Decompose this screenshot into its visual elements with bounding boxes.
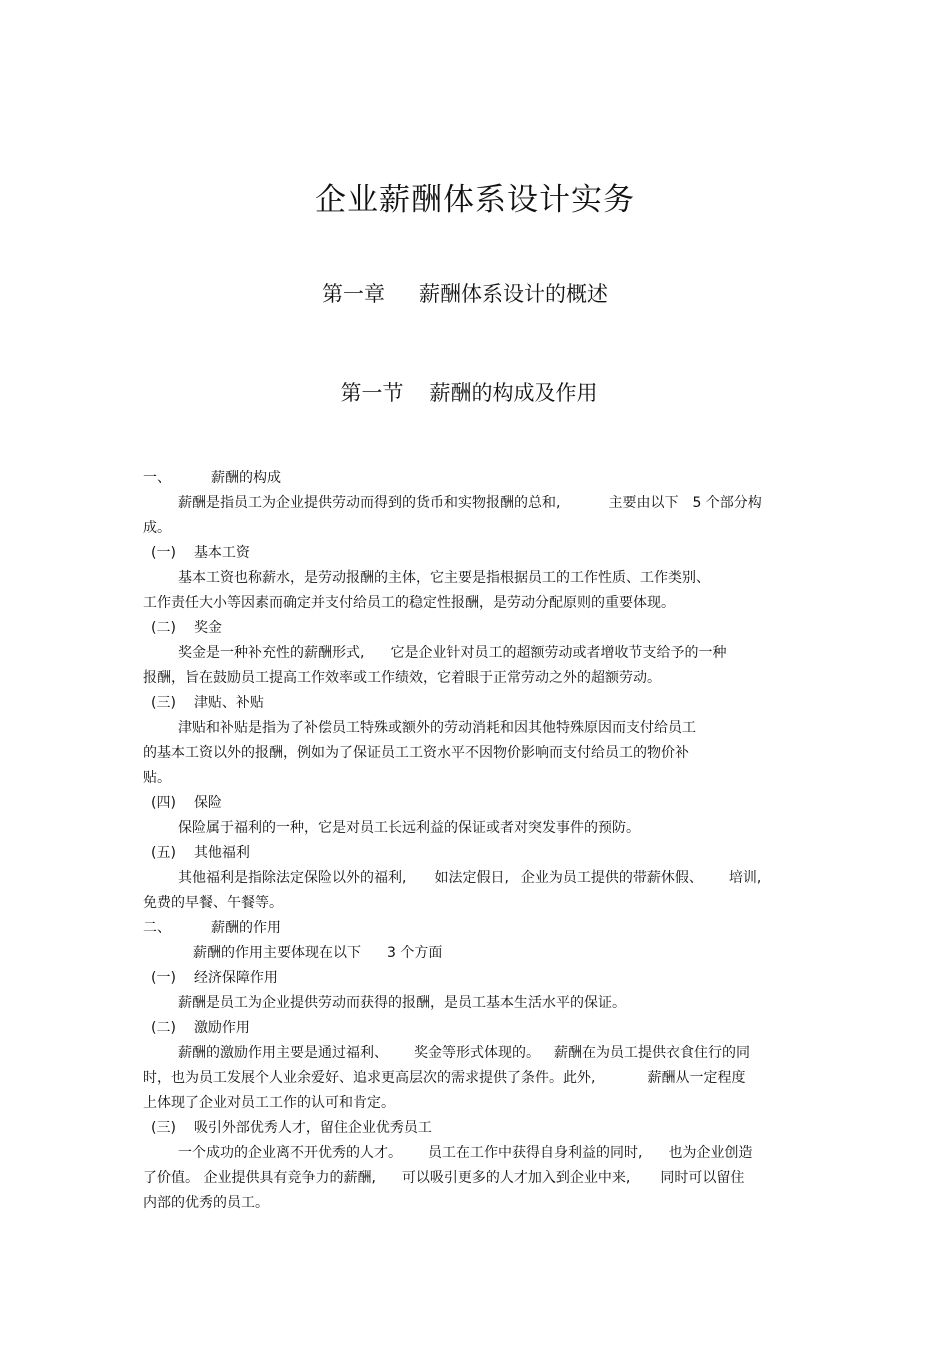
subsection-heading [143,1016,808,1041]
text-run: 员工在工作中获得自身利益的同时, [428,1145,643,1161]
text-run: 同时可以留住 [660,1170,745,1186]
subsection-number: (三) [151,695,176,711]
document-body [143,466,808,1216]
chapter-title: 薪酬体系设计的概述 [419,282,608,306]
paragraph-line: 薪酬是员工为企业提供劳动而获得的报酬，是员工基本生活水平的保证。 [178,995,626,1011]
part1-heading [143,466,808,491]
paragraph-line: 免费的早餐、午餐等。 [143,895,283,911]
part1-title: 薪酬的构成 [211,470,281,486]
subsection-heading [143,1116,808,1141]
text-run: 奖金是一种补充性的薪酬形式, [178,645,365,661]
part1-number: 一、 [143,470,171,486]
text-run: 可以吸引更多的人才加入到企业中来, [401,1170,631,1186]
paragraph-line [143,1141,808,1166]
paragraph-line: 贴。 [143,770,171,786]
text-run: 其他福利是指除法定保险以外的福利, [178,870,407,886]
subsection-heading [143,691,808,716]
subsection-number: (四) [151,795,176,811]
subsection-title: 基本工资 [193,545,250,561]
subsection-heading [143,966,808,991]
part2-number: 二、 [143,920,171,936]
part1-intro-b: 主要由以下 [608,495,679,511]
text-run: 奖金等形式体现的。 [414,1045,540,1061]
text-run: 也为企业创造 [668,1145,753,1161]
subsection-title: 奖金 [193,620,222,636]
subsection-number: (五) [151,845,176,861]
subsection-title: 津贴、补贴 [193,695,264,711]
paragraph-line: 内部的优秀的员工。 [143,1195,269,1211]
section-heading [0,377,938,407]
subsection-number: (二) [151,620,176,636]
section-title: 薪酬的构成及作用 [429,381,598,405]
subsection-heading [143,541,808,566]
paragraph-line [143,641,808,666]
text-run: 它是企业针对员工的超额劳动或者增收节支给予的一种 [390,645,727,661]
text-run: 薪酬从一定程度 [647,1070,746,1086]
subsection-title: 经济保障作用 [193,970,278,986]
paragraph-line: 上体现了企业对员工工作的认可和肯定。 [143,1095,395,1111]
part2-intro [143,941,808,966]
paragraph-line [143,1066,808,1091]
subsection-number: (一) [151,545,176,561]
paragraph-line: 津贴和补贴是指为了补偿员工特殊或额外的劳动消耗和因其他特殊原因而支付给员工 [178,720,696,736]
paragraph-line: 工作责任大小等因素而确定并支付给员工的稳定性报酬，是劳动分配原则的重要体现。 [143,595,675,611]
paragraph-line [143,1041,808,1066]
section-number: 第一节 [340,381,404,405]
subsection-title: 保险 [193,795,222,811]
text-run: 一个成功的企业离不开优秀的人才。 [178,1145,402,1161]
paragraph-line: 保险属于福利的一种，它是对员工长远利益的保证或者对突发事件的预防。 [178,820,640,836]
text-run: 企业为员工提供的带薪休假、 [520,870,703,886]
part1-intro-line-2: 成。 [143,520,171,536]
chapter-number: 第一章 [322,282,385,306]
chapter-heading [0,278,930,308]
part2-intro-b: 3 个方面 [387,945,443,961]
text-run: 薪酬在为员工提供衣食住行的同 [554,1045,750,1061]
subsection-number: (三) [151,1120,176,1136]
text-run: 培训, [728,870,762,886]
part2-heading [143,916,808,941]
subsection-title: 激励作用 [193,1020,250,1036]
subsection-heading [143,841,808,866]
part1-intro-c: 5 个部分构 [692,495,762,511]
text-run: 时，也为员工发展个人业余爱好、追求更高层次的需求提供了条件。此外, [143,1070,596,1086]
subsection-title: 其他福利 [193,845,250,861]
paragraph-line: 报酬，旨在鼓励员工提高工作效率或工作绩效，它着眼于正常劳动之外的超额劳动。 [143,670,661,686]
paragraph-line [143,866,808,891]
paragraph-line: 的基本工资以外的报酬，例如为了保证员工工资水平不因物价影响而支付给员工的物价补 [143,745,689,761]
text-run: 如法定假日, [434,870,509,886]
subsection-number: (一) [151,970,176,986]
paragraph-line: 基本工资也称薪水，是劳动报酬的主体，它主要是指根据员工的工作性质、工作类别、 [178,570,710,586]
text-run: 了价值。 企业提供具有竞争力的薪酬, [143,1170,376,1186]
subsection-heading [143,616,808,641]
part2-title: 薪酬的作用 [211,920,281,936]
part2-intro-a: 薪酬的作用主要体现在以下 [193,945,361,961]
subsection-heading [143,791,808,816]
document-title: 企业薪酬体系设计实务 [315,182,635,218]
part1-intro-a: 薪酬是指员工为企业提供劳动而得到的货币和实物报酬的总和, [178,495,561,511]
text-run: 薪酬的激励作用主要是通过福利、 [178,1045,388,1061]
part1-intro-line-1 [143,491,808,516]
subsection-number: (二) [151,1020,176,1036]
paragraph-line [143,1166,808,1191]
subsection-title: 吸引外部优秀人才，留住企业优秀员工 [193,1120,432,1136]
